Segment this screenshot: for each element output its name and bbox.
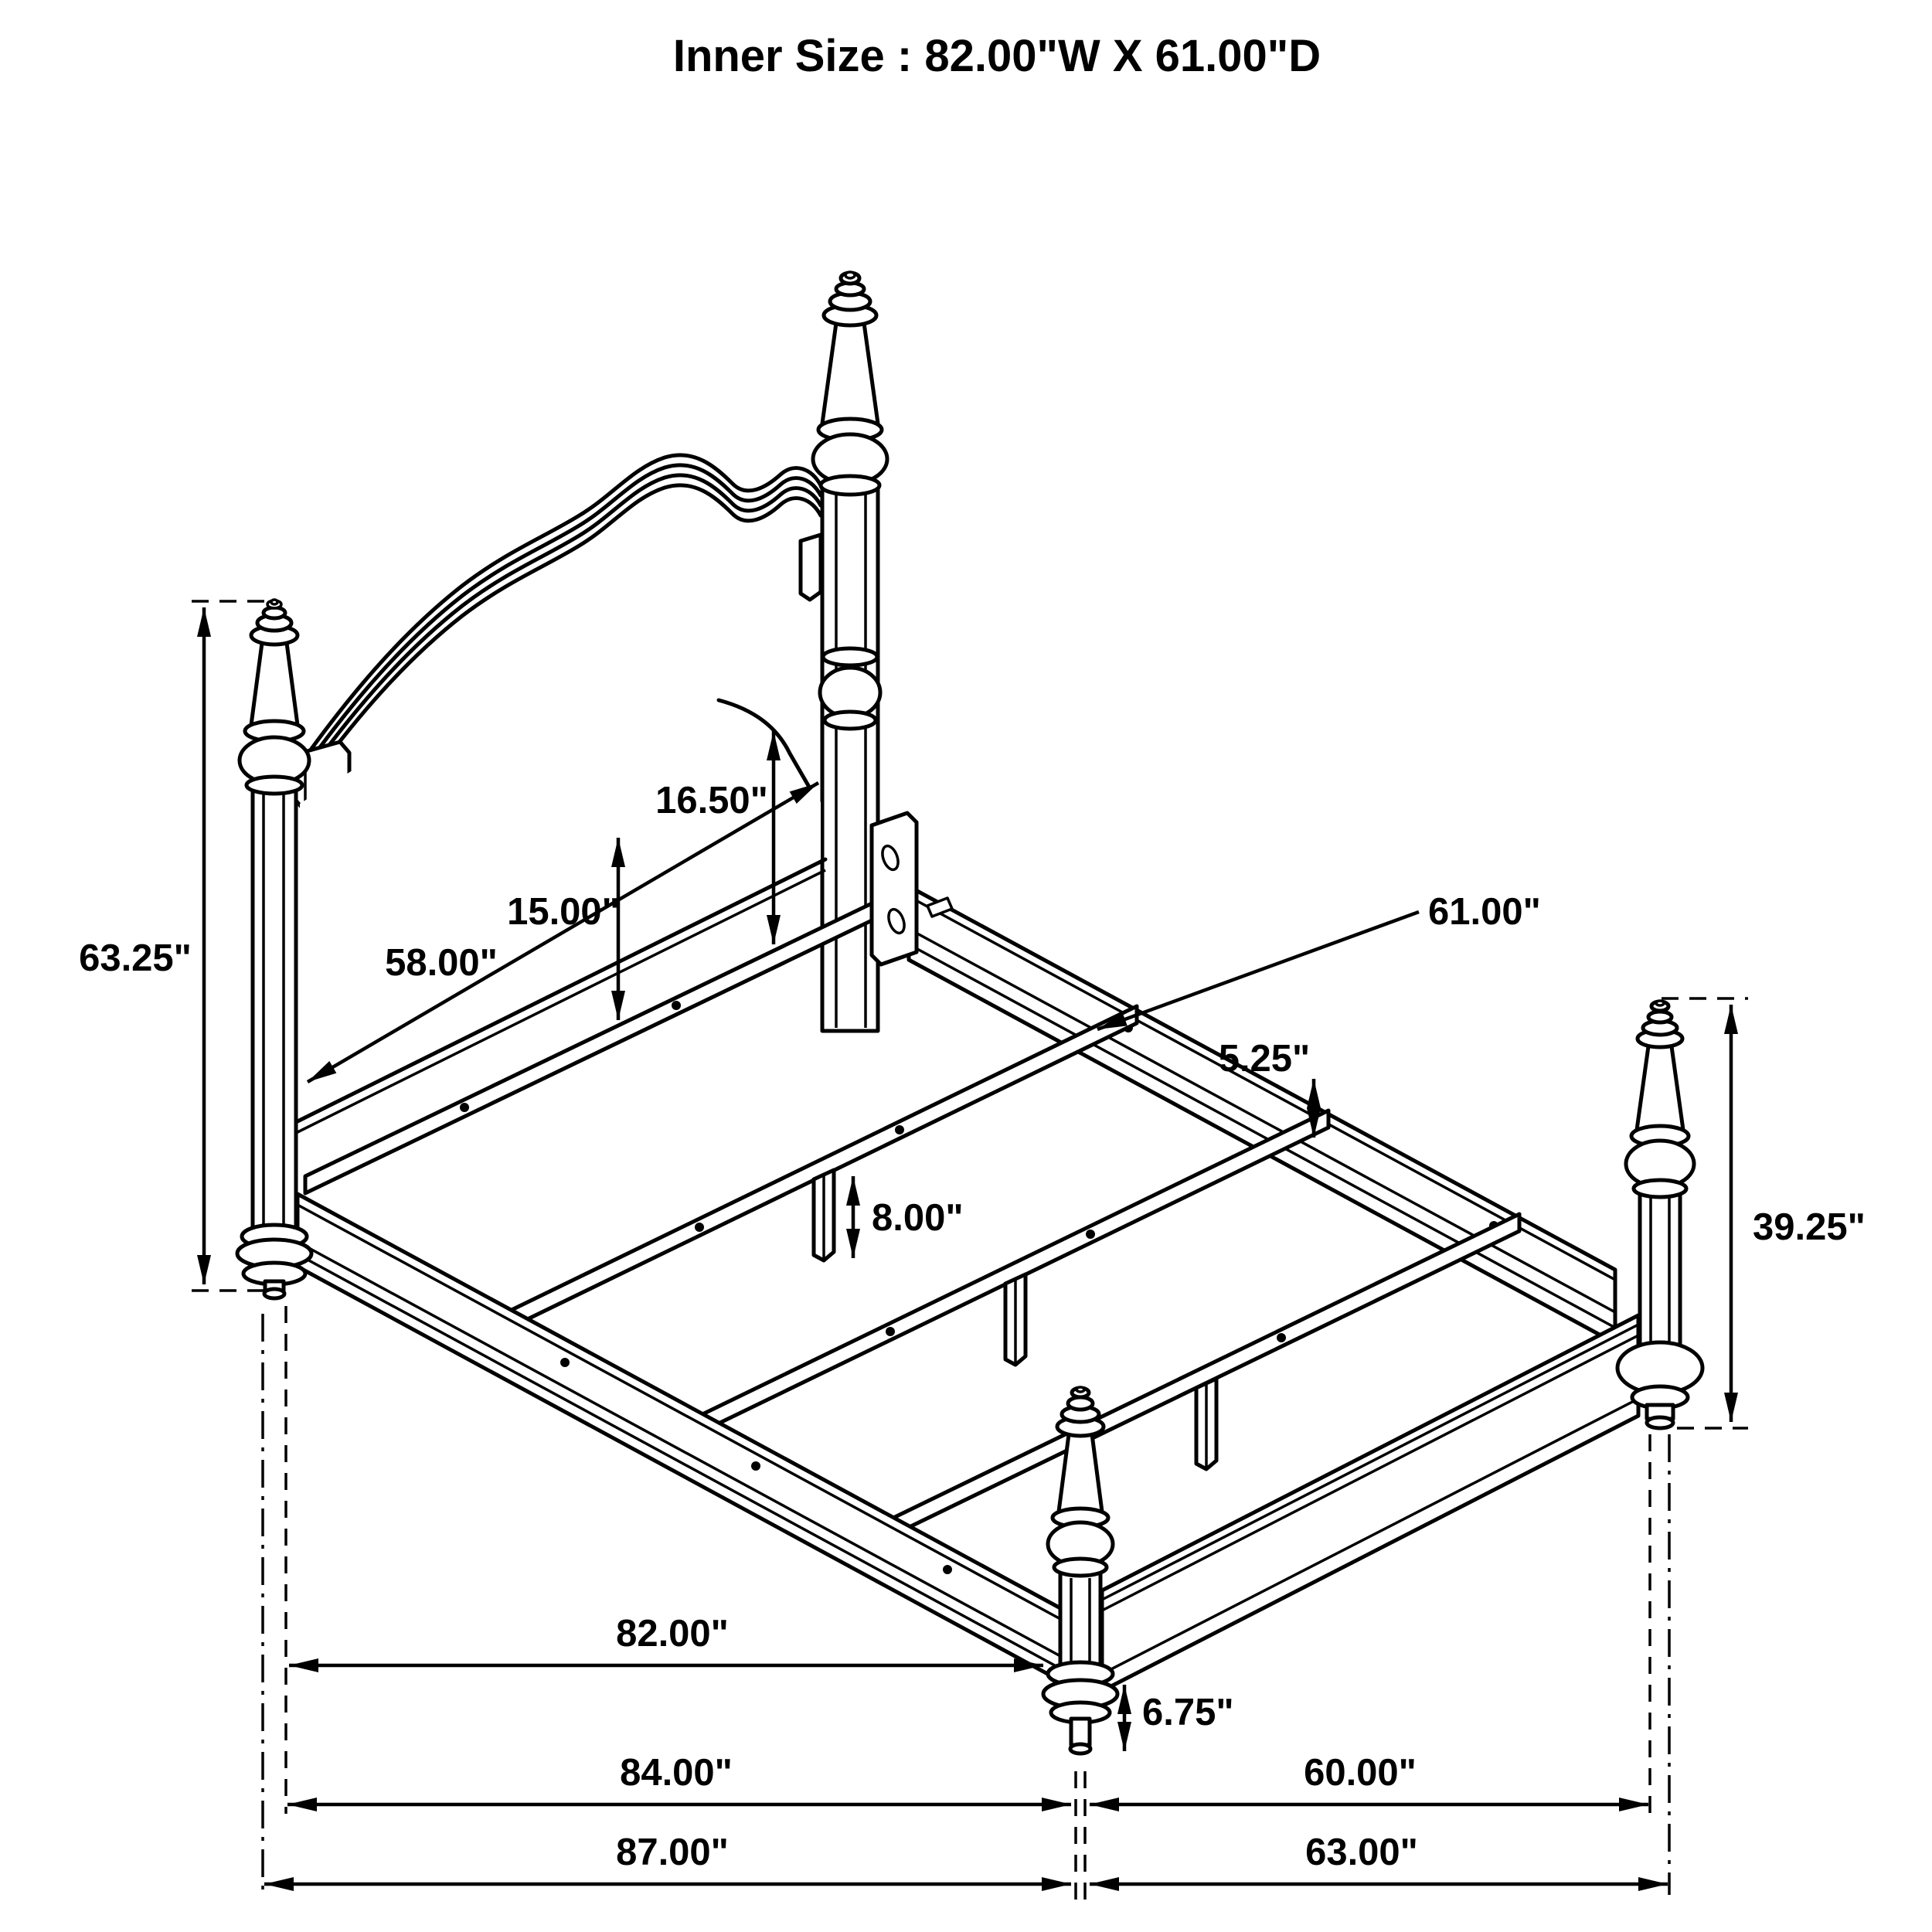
dim-overall-width	[1090, 1832, 1668, 1884]
dim-label-headboard-height: 63.25"	[79, 937, 192, 979]
slat-2	[702, 1111, 1328, 1431]
dim-support-leg-height	[853, 1176, 964, 1258]
dim-label-inner-length: 82.00"	[616, 1613, 729, 1655]
dim-inner-length	[289, 1613, 1043, 1665]
footboard-panel	[1102, 1315, 1638, 1691]
slat-1	[512, 1006, 1137, 1327]
dim-foot-clearance	[1124, 1685, 1234, 1751]
dim-label-overall-length: 87.00"	[616, 1832, 729, 1873]
dim-label-panel-visible-height: 15.00"	[507, 891, 620, 933]
dim-label-outer-length: 84.00"	[620, 1752, 733, 1794]
dim-outer-length	[287, 1752, 1071, 1804]
dim-overall-length	[264, 1832, 1071, 1884]
dim-slat-length	[1097, 891, 1541, 1029]
footboard-far-post	[1617, 1001, 1702, 1428]
dim-label-support-leg-height: 8.00"	[872, 1197, 964, 1239]
dim-label-foot-clearance: 6.75"	[1142, 1692, 1234, 1733]
dim-label-headboard-inner-width: 58.00"	[385, 942, 498, 984]
dim-label-panel-height-at-post: 16.50"	[655, 780, 768, 821]
page-title: Inner Size : 82.00"W X 61.00"D	[672, 31, 1321, 81]
headboard-bracket-plate	[872, 813, 917, 964]
dim-label-rail-board-width: 5.25"	[1218, 1038, 1311, 1080]
dim-headboard-height	[79, 601, 267, 1291]
dim-label-slat-length: 61.00"	[1428, 891, 1541, 933]
dim-label-overall-width: 63.00"	[1305, 1832, 1418, 1873]
crown-right-bracket	[801, 535, 821, 600]
dim-outer-width	[1090, 1752, 1648, 1804]
bed-line-drawing	[237, 272, 1702, 1753]
front-side-rail	[298, 1194, 1062, 1682]
dim-label-footboard-height: 39.25"	[1753, 1206, 1866, 1248]
dim-label-outer-width: 60.00"	[1304, 1752, 1417, 1794]
